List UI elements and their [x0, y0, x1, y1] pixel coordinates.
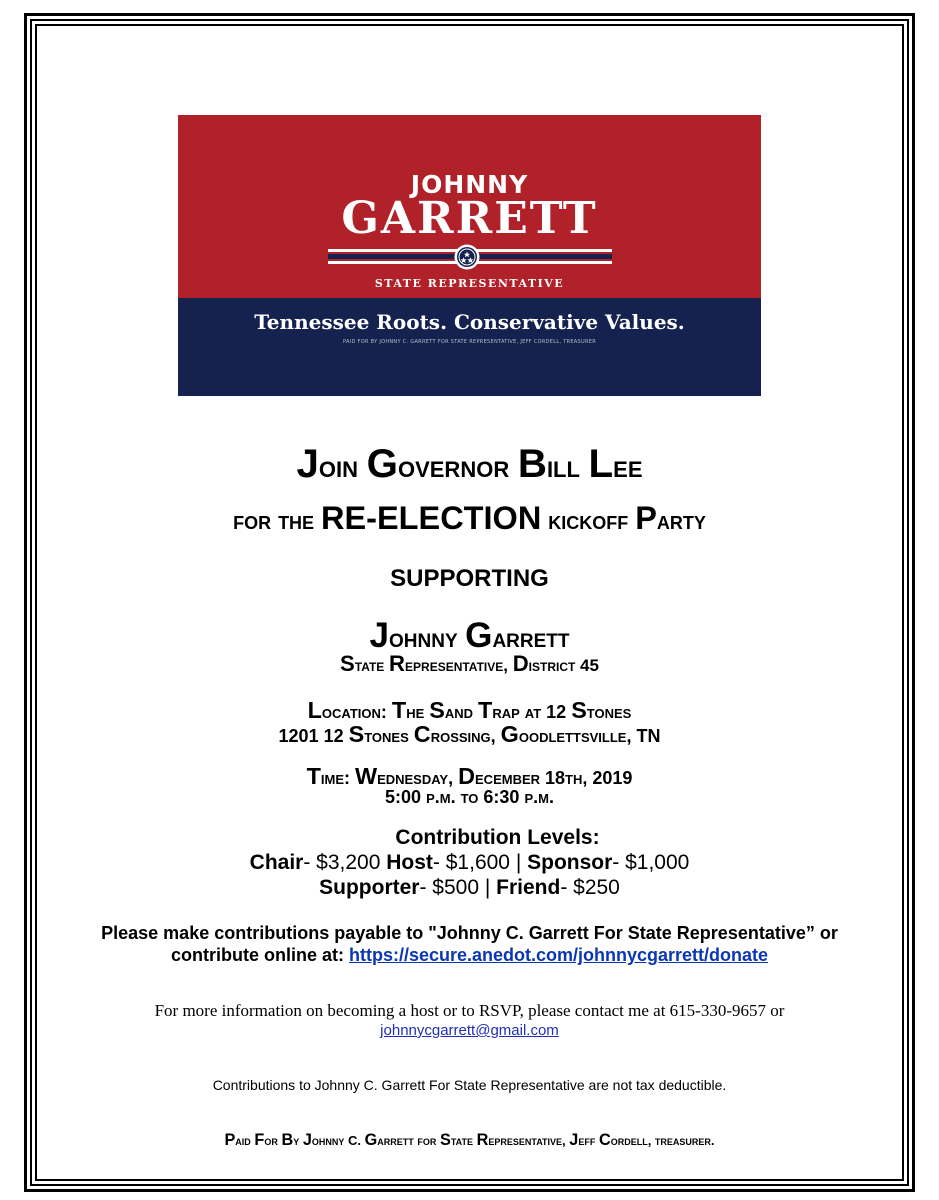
rsvp-info: For more information on becoming a host or to RSVP, please contact me at 615-330-9657 or: [154, 1001, 785, 1020]
event-location: Location: The Sand Trap at 12 Stones: [307, 697, 632, 723]
contribution-levels-row-2: Supporter- $500 | Friend- $250: [319, 876, 620, 899]
contribution-heading: Contribution Levels:: [395, 826, 600, 849]
contribution-levels-row-1: Chair- $3,200 Host- $1,600 | Sponsor- $1,000: [249, 851, 690, 874]
banner-paid-for: PAID FOR BY JOHNNY C. GARRETT FOR STATE REPRESENTATIVE, JEFF CORDELL, TREASURER: [343, 339, 596, 345]
payment-instructions: Please make contributions payable to "Johnny C. Garrett For State Representative” or: [101, 923, 838, 943]
candidate-district: State Representative, District 45: [340, 651, 599, 676]
banner-last-name: GARRETT: [341, 193, 598, 244]
event-time-range: 5:00 p.m. to 6:30 p.m.: [385, 787, 554, 807]
banner-first-name: JOHNNY: [410, 170, 529, 199]
contact-email-row: [35, 1022, 904, 1040]
paid-for-notice: Paid For By Johnny C. Garrett for State Representative, Jeff Cordell, treasurer.: [224, 1131, 715, 1149]
candidate-name: Johnny Garrett: [369, 616, 570, 655]
event-address: 1201 12 Stones Crossing, Goodlettsville, TN: [278, 721, 661, 747]
event-headline: Join Governor Bill Lee: [296, 441, 643, 486]
campaign-banner: [178, 115, 761, 396]
supporting-label: SUPPORTING: [390, 565, 549, 592]
contact-email-link[interactable]: johnnycgarrett@gmail.com: [380, 1022, 559, 1039]
banner-office: STATE REPRESENTATIVE: [374, 277, 565, 290]
donate-link[interactable]: https://secure.anedot.com/johnnycgarrett/donate: [348, 945, 769, 965]
banner-slogan: Tennessee Roots. Conservative Values.: [254, 310, 685, 334]
event-time: Time: Wednesday, December 18th, 2019: [306, 763, 633, 789]
tennessee-tristar-icon: [454, 244, 480, 270]
payment-online: contribute online at: https://secure.anedot.com/johnnycgarrett/donate: [170, 945, 769, 965]
tax-disclaimer: Contributions to Johnny C. Garrett For State Representative are not tax deductible.: [212, 1077, 727, 1093]
event-subline: for the RE-ELECTION kickoff Party: [233, 500, 706, 536]
